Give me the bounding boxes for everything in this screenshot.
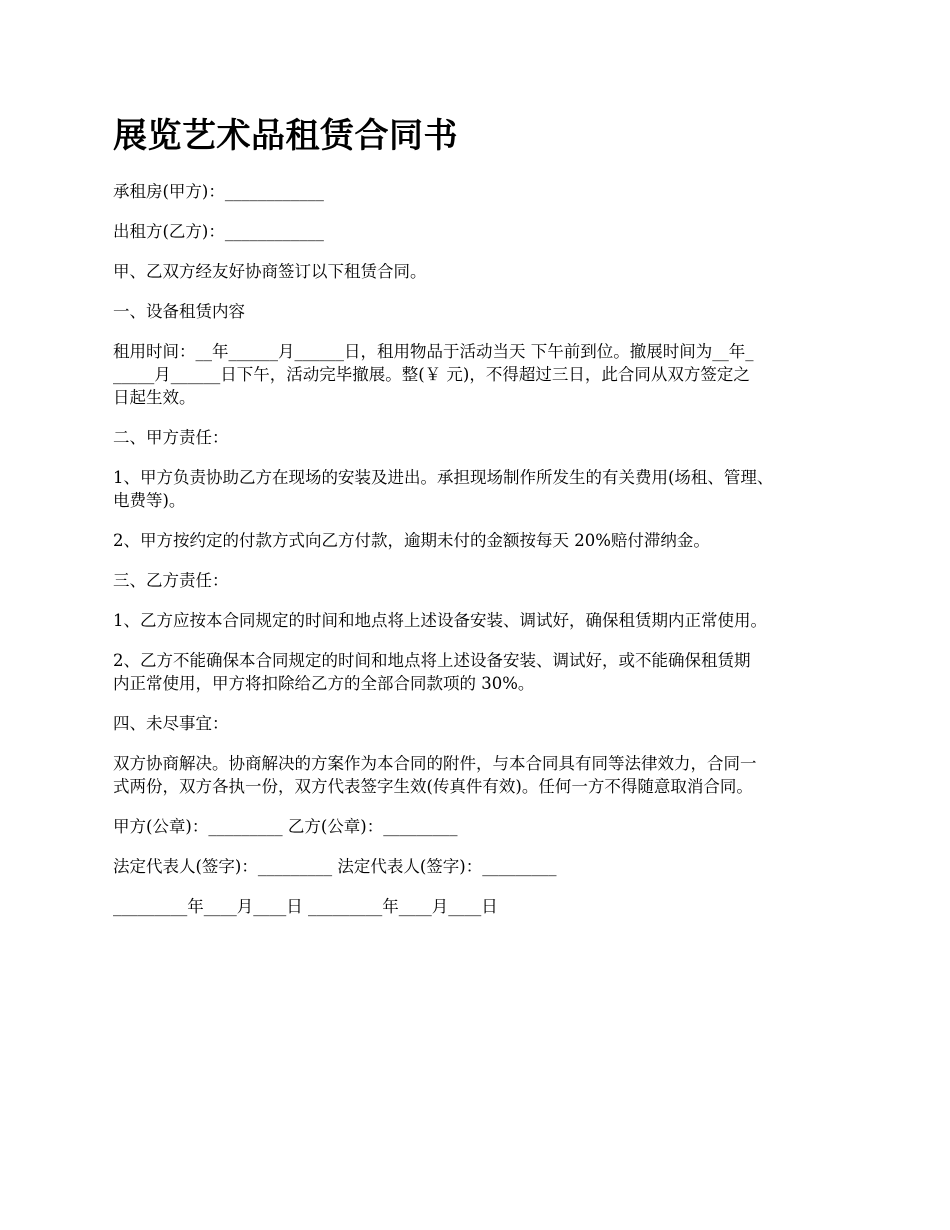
- lessee-line: 承租房(甲方)：____________: [113, 182, 324, 201]
- section-heading-other: 四、未尽事宜：: [113, 714, 229, 733]
- party-a-clause-2: 2、甲方按约定的付款方式向乙方付款，逾期未付的金额按每天 20%赔付滞纳金。: [113, 531, 710, 550]
- rental-time-paragraph: 租用时间：__年______月______日，租用物品于活动当天 下午前到位。撤展时间为__年_ _____月______日下午，活动完毕撤展。整(￥ 元)，不得超过三日，此合同从双方签定之 日起生效。: [113, 342, 754, 407]
- document-page: [113, 112, 853, 935]
- signature-line: 法定代表人(签字)：_________ 法定代表人(签字)：_________: [113, 857, 557, 876]
- document-title: 展览艺术品租赁合同书: [113, 116, 458, 156]
- intro-paragraph: 甲、乙双方经友好协商签订以下租赁合同。: [113, 262, 427, 281]
- party-b-clause-2: 2、乙方不能确保本合同规定的时间和地点将上述设备安装、调试好，或不能确保租赁期 内正常使用，甲方将扣除给乙方的全部合同款项的 30%。: [113, 651, 751, 693]
- party-b-clause-1: 1、乙方应按本合同规定的时间和地点将上述设备安装、调试好，确保租赁期内正常使用。: [113, 611, 767, 630]
- date-line: _________年____月____日 _________年____月____日: [113, 897, 498, 916]
- other-matters-paragraph: 双方协商解决。协商解决的方案作为本合同的附件，与本合同具有同等法律效力，合同一 式两份，双方各执一份，双方代表签字生效(传真件有效)。任何一方不得随意取消合同。: [113, 754, 757, 796]
- section-heading-party-b: 三、乙方责任：: [113, 571, 229, 590]
- lessor-line: 出租方(乙方)：____________: [113, 222, 324, 241]
- seal-line: 甲方(公章)：_________ 乙方(公章)：_________: [113, 817, 458, 836]
- section-heading-equipment: 一、设备租赁内容: [113, 302, 245, 321]
- section-heading-party-a: 二、甲方责任：: [113, 428, 229, 447]
- party-a-clause-1: 1、甲方负责协助乙方在现场的安装及进出。承担现场制作所发生的有关费用(场租、管理、 电费等)。: [113, 468, 774, 510]
